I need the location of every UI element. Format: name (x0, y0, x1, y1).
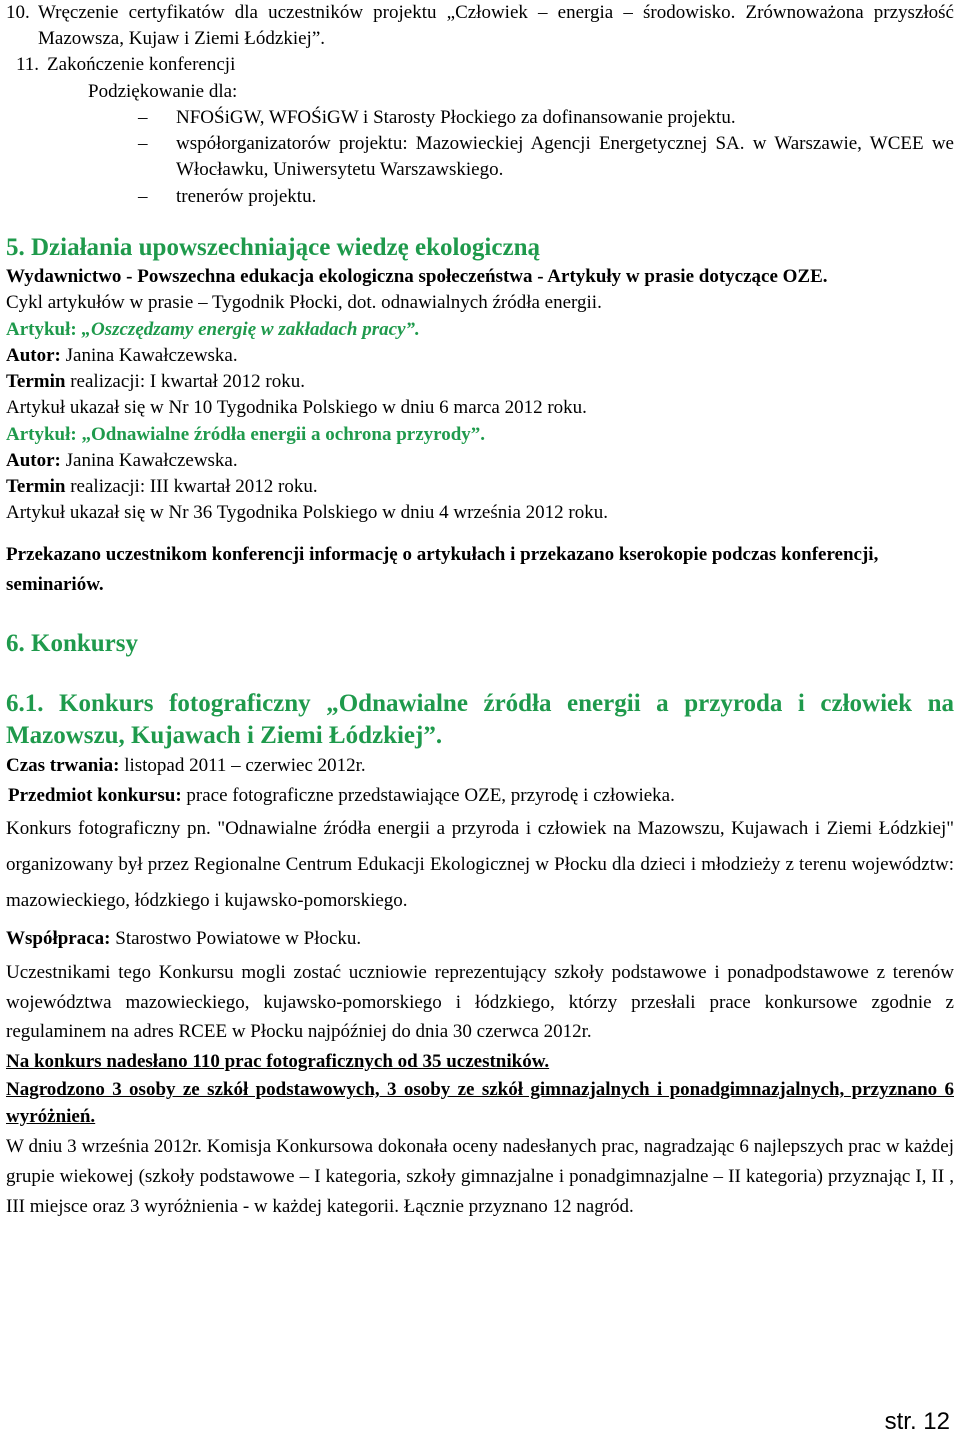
list-number: 10. (6, 2, 30, 23)
section-6-heading: 6. Konkursy (6, 630, 138, 658)
subject-line (8, 783, 954, 809)
subject-label: Przedmiot konkursu: (8, 785, 182, 807)
contest-paragraph-3: W dniu 3 września 2012r. Komisja Konkursowa dokonała oceny nadesłanych prac, nagradzając 6 najlepszych prac w każdej grupie wiekowej (szkoły podstawowe – I kategoria, szkoły gimnazjalne i ponadgimnazjalne – II kategoria) przyznając I, II , III miejsce oraz 3 wyróżnienia - w każdej kategorii. Łącznie przyznano 12 nagród. (6, 1135, 954, 1217)
author-label: Autor: (6, 449, 61, 471)
duration-label: Czas trwania: (6, 754, 120, 776)
published-line: Artykuł ukazał się w Nr 10 Tygodnika Polskiego w dniu 6 marca 2012 roku. (6, 397, 587, 419)
cooperation-line (6, 926, 954, 952)
list-item-11 (6, 52, 954, 78)
thanks-text: współorganizatorów projektu: Mazowieckiej Agencji Energetycznej SA. w Warszawie, WCEE we Włocławku, Uniwersytetu Warszawskiego. (176, 133, 954, 181)
published-line: Artykuł ukazał się w Nr 36 Tygodnika Polskiego w dniu 4 września 2012 roku. (6, 502, 609, 524)
submissions-highlight: Na konkurs nadesłano 110 prac fotograficznych od 35 uczestników. (6, 1051, 550, 1073)
author-line (6, 448, 954, 474)
list-item-10 (6, 0, 954, 52)
duration-value: listopad 2011 – czerwiec 2012r. (124, 754, 366, 776)
dash-marker: – (138, 185, 148, 207)
term-label: Termin (6, 476, 66, 497)
document-page (6, 0, 954, 1221)
thanks-intro: Podziękowanie dla: (88, 80, 238, 102)
article-title-line (6, 317, 954, 343)
awards-highlight: Nagrodzono 3 osoby ze szkół podstawowych, 3 osoby ze szkół gimnazjalnych i ponadgimnazjalnych, przyznano 6 wyróżnień. (6, 1079, 954, 1127)
article-1 (6, 317, 954, 422)
duration-line (6, 753, 954, 779)
term-label: Termin (6, 371, 66, 393)
dash-marker: – (138, 106, 148, 128)
list-text: Zakończenie konferencji (47, 54, 236, 76)
term-value: realizacji: III kwartał 2012 roku. (70, 476, 318, 497)
term-line (6, 474, 954, 500)
article-label: Artykuł: (6, 423, 77, 445)
section-5-heading: 5. Działania upowszechniające wiedzę ekologiczną (6, 233, 540, 261)
author-name: Janina Kawałczewska. (65, 344, 238, 366)
list-text: Wręczenie certyfikatów dla uczestników projektu „Człowiek – energia – środowisko. Zrównoważona przyszłość Mazowsza, Kujaw i Ziemi Łódzkiej”. (38, 2, 954, 50)
thanks-text: trenerów projektu. (176, 185, 317, 207)
cooperation-value: Starostwo Powiatowe w Płocku. (115, 927, 362, 949)
author-name: Janina Kawałczewska. (65, 449, 238, 471)
dash-marker: – (138, 133, 148, 155)
section-5-note: Przekazano uczestnikom konferencji informację o artykułach i przekazano kserokopie podczas konferencji, seminariów. (6, 544, 879, 595)
article-cycle: Cykl artykułów w prasie – Tygodnik Płocki, dot. odnawialnych źródła energii. (6, 292, 602, 314)
thanks-item (138, 131, 954, 183)
thanks-item (138, 184, 954, 210)
term-line (6, 369, 954, 395)
thanks-text: NFOŚiGW, WFOŚiGW i Starosty Płockiego za dofinansowanie projektu. (176, 106, 736, 128)
page-number: str. 12 (884, 1408, 950, 1435)
section-6-1-heading: 6.1. Konkurs fotograficzny „Odnawialne źródła energii a przyroda i człowiek na Mazowszu, Kujawach i Ziemi Łódzkiej”. (6, 689, 954, 750)
article-title: „Oszczędzamy energię w zakładach pracy”. (81, 318, 420, 340)
cooperation-label: Współpraca: (6, 927, 111, 949)
contest-paragraph-1: Konkurs fotograficzny pn. "Odnawialne źródła energii a przyroda i człowiek na Mazowszu, Kujawach i Ziemi Łódzkiej" organizowany był przez Regionalne Centrum Edukacji Ekologicznej w Płocku dla dzieci i młodzieży z terenu województw: mazowieckiego, łódzkiego i kujawsko-pomorskiego. (6, 818, 954, 912)
thanks-item (138, 105, 954, 131)
article-title: „Odnawialne źródła energii a ochrona przyrody”. (81, 423, 486, 445)
author-label: Autor: (6, 344, 61, 366)
article-2 (6, 422, 954, 527)
list-number: 11. (16, 54, 40, 76)
article-label: Artykuł: (6, 318, 77, 340)
article-title-line (6, 422, 954, 448)
term-value: realizacji: I kwartał 2012 roku. (70, 371, 305, 393)
subject-value: prace fotograficzne przedstawiające OZE, przyrodę i człowieka. (186, 785, 675, 807)
section-5-subheading: Wydawnictwo - Powszechna edukacja ekologiczna społeczeństwa - Artykuły w prasie dotyczące OZE. (6, 266, 828, 288)
author-line (6, 343, 954, 369)
contest-paragraph-2: Uczestnikami tego Konkursu mogli zostać uczniowie reprezentujący szkoły podstawowe i ponadpodstawowe z terenów województwa mazowieckiego, kujawsko-pomorskiego i łódzkiego, którzy przesłali prace konkursowe zgodnie z regulaminem na adres RCEE w Płocku najpóźniej do dnia 30 czerwca 2012r. (6, 961, 954, 1043)
